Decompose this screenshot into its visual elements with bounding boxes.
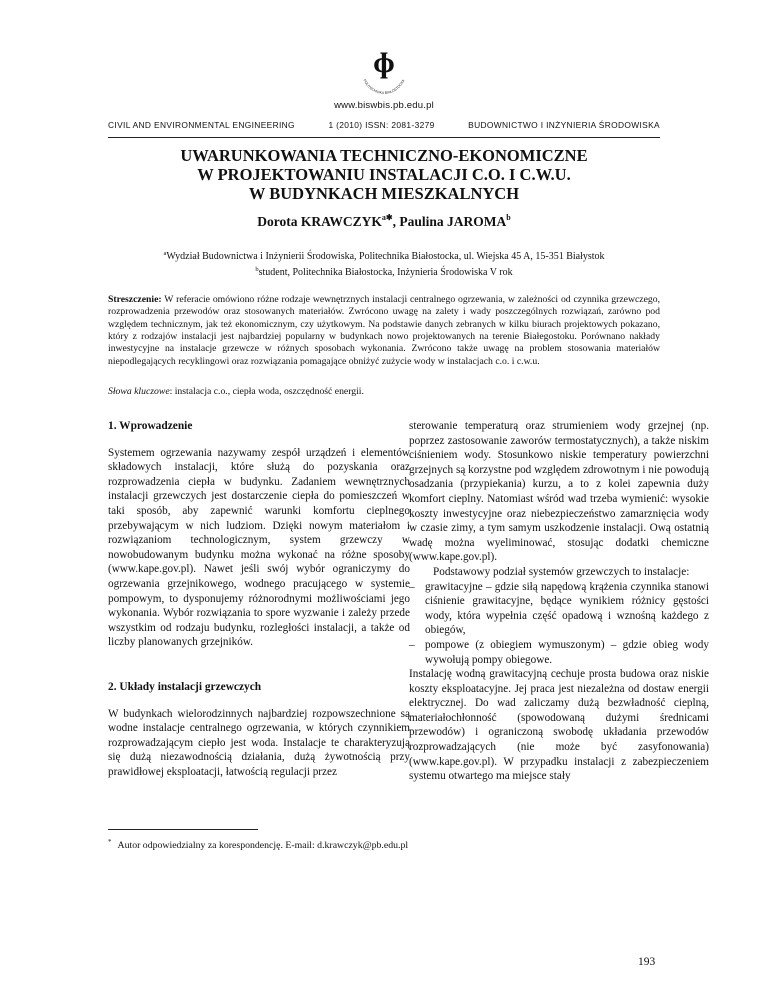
affiliation-a-text: Wydział Budownictwa i Inżynierii Środowiska, Politechnika Białostocka, ul. Wiejska 45 A, 15-351 Białystok bbox=[166, 251, 605, 262]
paper-title bbox=[0, 146, 768, 203]
affiliations bbox=[0, 248, 768, 279]
journal-issue-issn: 1 (2010) ISSN: 2081-3279 bbox=[328, 120, 435, 130]
author-2-marker: b bbox=[506, 213, 511, 222]
keywords-text: : instalacja c.o., ciepła woda, oszczędność energii. bbox=[169, 386, 364, 397]
affiliation-b bbox=[0, 264, 768, 280]
affiliation-b-marker: b bbox=[255, 265, 259, 273]
pb-logo-icon bbox=[352, 42, 416, 100]
spacer bbox=[108, 434, 410, 446]
keywords-label: Słowa kluczowe bbox=[108, 386, 170, 397]
section-1-heading: 1. Wprowadzenie bbox=[108, 420, 193, 432]
page-number: 193 bbox=[638, 956, 656, 968]
footnote bbox=[108, 838, 408, 851]
right-column bbox=[409, 419, 709, 784]
author-1: Dorota KRAWCZYK bbox=[257, 214, 382, 229]
header-divider bbox=[108, 137, 660, 138]
list-item: – grawitacyjne – gdzie siłą napędową krążenia czynnika stanowi ciśnienie grawitacyjne, będące wynikiem różnicy gęstości wody, która wypełnia część opadową i wznośną każdego z obiegów, bbox=[409, 580, 709, 638]
spacer bbox=[108, 650, 410, 680]
section-2-heading: 2. Układy instalacji grzewczych bbox=[108, 680, 262, 693]
abstract-text: W referacie omówiono różne rodzaje wewnętrznych instalacji centralnego ogrzewania, w zależności od czynnika grzewczego, rozprowadzenia przewodów oraz stosowanych materiałów. Zwrócono uwagę na zalety i wady poszczególnych rozwiązań, zarówno pod względem technicznym, jak też ekonomicznym, czy użytkowym. Na podstawie danych zebranych w kilku biurach projektowych pokazano, który z rodzajów instalacji jest najbardziej popularny w budynkach nowo projektowanych na terenie Białegostoku. Porównano nakłady inwestycyjne na instalacje grzewcze w różnych sposobach wykonania. Zwrócono także uwagę na problem stosowania materiałów niepodlegających recyklingowi oraz rozwiązania pomagające obniżyć zużycie wody w instalacjach c.o. i c.w.u. bbox=[108, 294, 660, 367]
systems-intro-paragraph: Podstawowy podział systemów grzewczych to instalacje: bbox=[433, 565, 690, 578]
journal-header-bar bbox=[108, 120, 660, 130]
footnote-divider bbox=[108, 829, 258, 830]
journal-url[interactable]: www.biswbis.pb.edu.pl bbox=[334, 100, 434, 111]
section-2-paragraph: W budynkach wielorodzinnych najbardziej rozpowszechnione są wodne instalacje centralnego ogrzewania, w których czynnikiem rozprowadzającym ciepło jest woda. Instalacje te charakteryzują się dużą niezawodnością działania, dużą żywotnością przy prawidłowej eksploatacji, łatwością regulacji przez bbox=[108, 707, 410, 778]
author-separator: , bbox=[392, 214, 400, 229]
title-line-2: W PROJEKTOWANIU INSTALACJI C.O. I C.W.U. bbox=[197, 165, 571, 184]
affiliation-b-text: student, Politechnika Białostocka, Inżynieria Środowiska V rok bbox=[258, 266, 513, 278]
keywords bbox=[108, 386, 660, 397]
section-1-paragraph: Systemem ogrzewania nazywamy zespół urządzeń i elementów składowych instalacji, które służą do pozyskania oraz rozprowadzenia ciepła w budynku. Zadaniem wewnętrznych instalacji grzewczych jest dostarczenie ciepła do pomieszczeń w taki sposób, aby zapewnić warunki komfortu cieplnego przebywającym w nich ludziom. Dzięki nowym materiałom i rozwiązaniom technologicznym, system grzewczy w nowobudowanym budynku można wykonać na różne sposoby (www.kape.gov.pl). Nawet jeśli swój wybór ograniczymy do ogrzewania grzejnikowego, wodnego pracującego w systemie pompowym, to dysponujemy różnorodnymi możliwościami jego wykonania. Wybór rozwiązania to spore wyzwanie i zależy przede wszystkim od rodzaju budynku, rozległości instalacji, a także od liczby planowanych grzejników. bbox=[108, 446, 410, 649]
journal-name-pl: BUDOWNICTWO I INŻYNIERIA ŚRODOWISKA bbox=[468, 120, 660, 130]
gravity-system-paragraph: Instalację wodną grawitacyjną cechuje prosta budowa oraz niskie koszty eksploatacyjne. Jej praca jest niezależna od dostaw energii elektrycznej. Do wad zaliczamy dużą bezwładność cieplną, materiałochłonność (spowodowaną dużymi średnicami przewodów) i ograniczoną swobodę układania przewodów rozprowadzających (nie może być zasyfonowania) (www.kape.gov.pl). W przypadku instalacji z zabezpieczeniem systemu otwartego ma miejsce stały bbox=[409, 668, 709, 783]
abstract bbox=[108, 294, 660, 368]
footnote-marker: * bbox=[108, 838, 112, 846]
spacer bbox=[108, 695, 410, 707]
list-item: – pompowe (z obiegiem wymuszonym) – gdzie obieg wody wywołują pompy obiegowe. bbox=[409, 638, 709, 667]
affiliation-a bbox=[0, 248, 768, 264]
affiliation-a-marker: a bbox=[163, 250, 167, 257]
left-column bbox=[108, 419, 410, 779]
logo-arc-text: POLITECHNIKA BIAŁOSTOCKA bbox=[362, 78, 406, 96]
systems-list bbox=[409, 580, 709, 668]
svg-text:ɸ: ɸ bbox=[373, 46, 395, 79]
title-line-3: W BUDYNKACH MIESZKALNYCH bbox=[248, 184, 520, 203]
title-line-1: UWARUNKOWANIA TECHNICZNO-EKONOMICZNE bbox=[180, 146, 588, 165]
abstract-label: Streszczenie: bbox=[108, 294, 162, 305]
author-list bbox=[0, 213, 768, 230]
footnote-text: Autor odpowiedzialny za korespondencję. E-mail: d.krawczyk@pb.edu.pl bbox=[117, 840, 409, 851]
university-logo bbox=[352, 42, 416, 100]
author-1-marker: a✱ bbox=[381, 213, 393, 222]
journal-name-en: CIVIL AND ENVIRONMENTAL ENGINEERING bbox=[108, 120, 295, 130]
author-2: Paulina JAROMA bbox=[399, 214, 507, 229]
continued-paragraph: sterowanie temperaturą oraz strumieniem wody grzejnej (np. poprzez zastosowanie zaworów termostatycznych), a także niskim ciśnieniem wody. Stosunkowo niskie temperatury powierzchni grzejnych są korzystne pod względem zdrowotnym i nie powodują osadzania (przypiekania) kurzu, a to z kolei zapewnia duży komfort cieplny. Natomiast wśród wad trzeba wymienić: wysokie koszty inwestycyjne oraz niebezpieczeństwo zamarznięcia wody w czasie zimy, a tym samym uszkodzenie instalacji. Ową ostatnią wadę można wyeliminować, stosując dodatki chemiczne (www.kape.gov.pl). bbox=[409, 420, 709, 564]
